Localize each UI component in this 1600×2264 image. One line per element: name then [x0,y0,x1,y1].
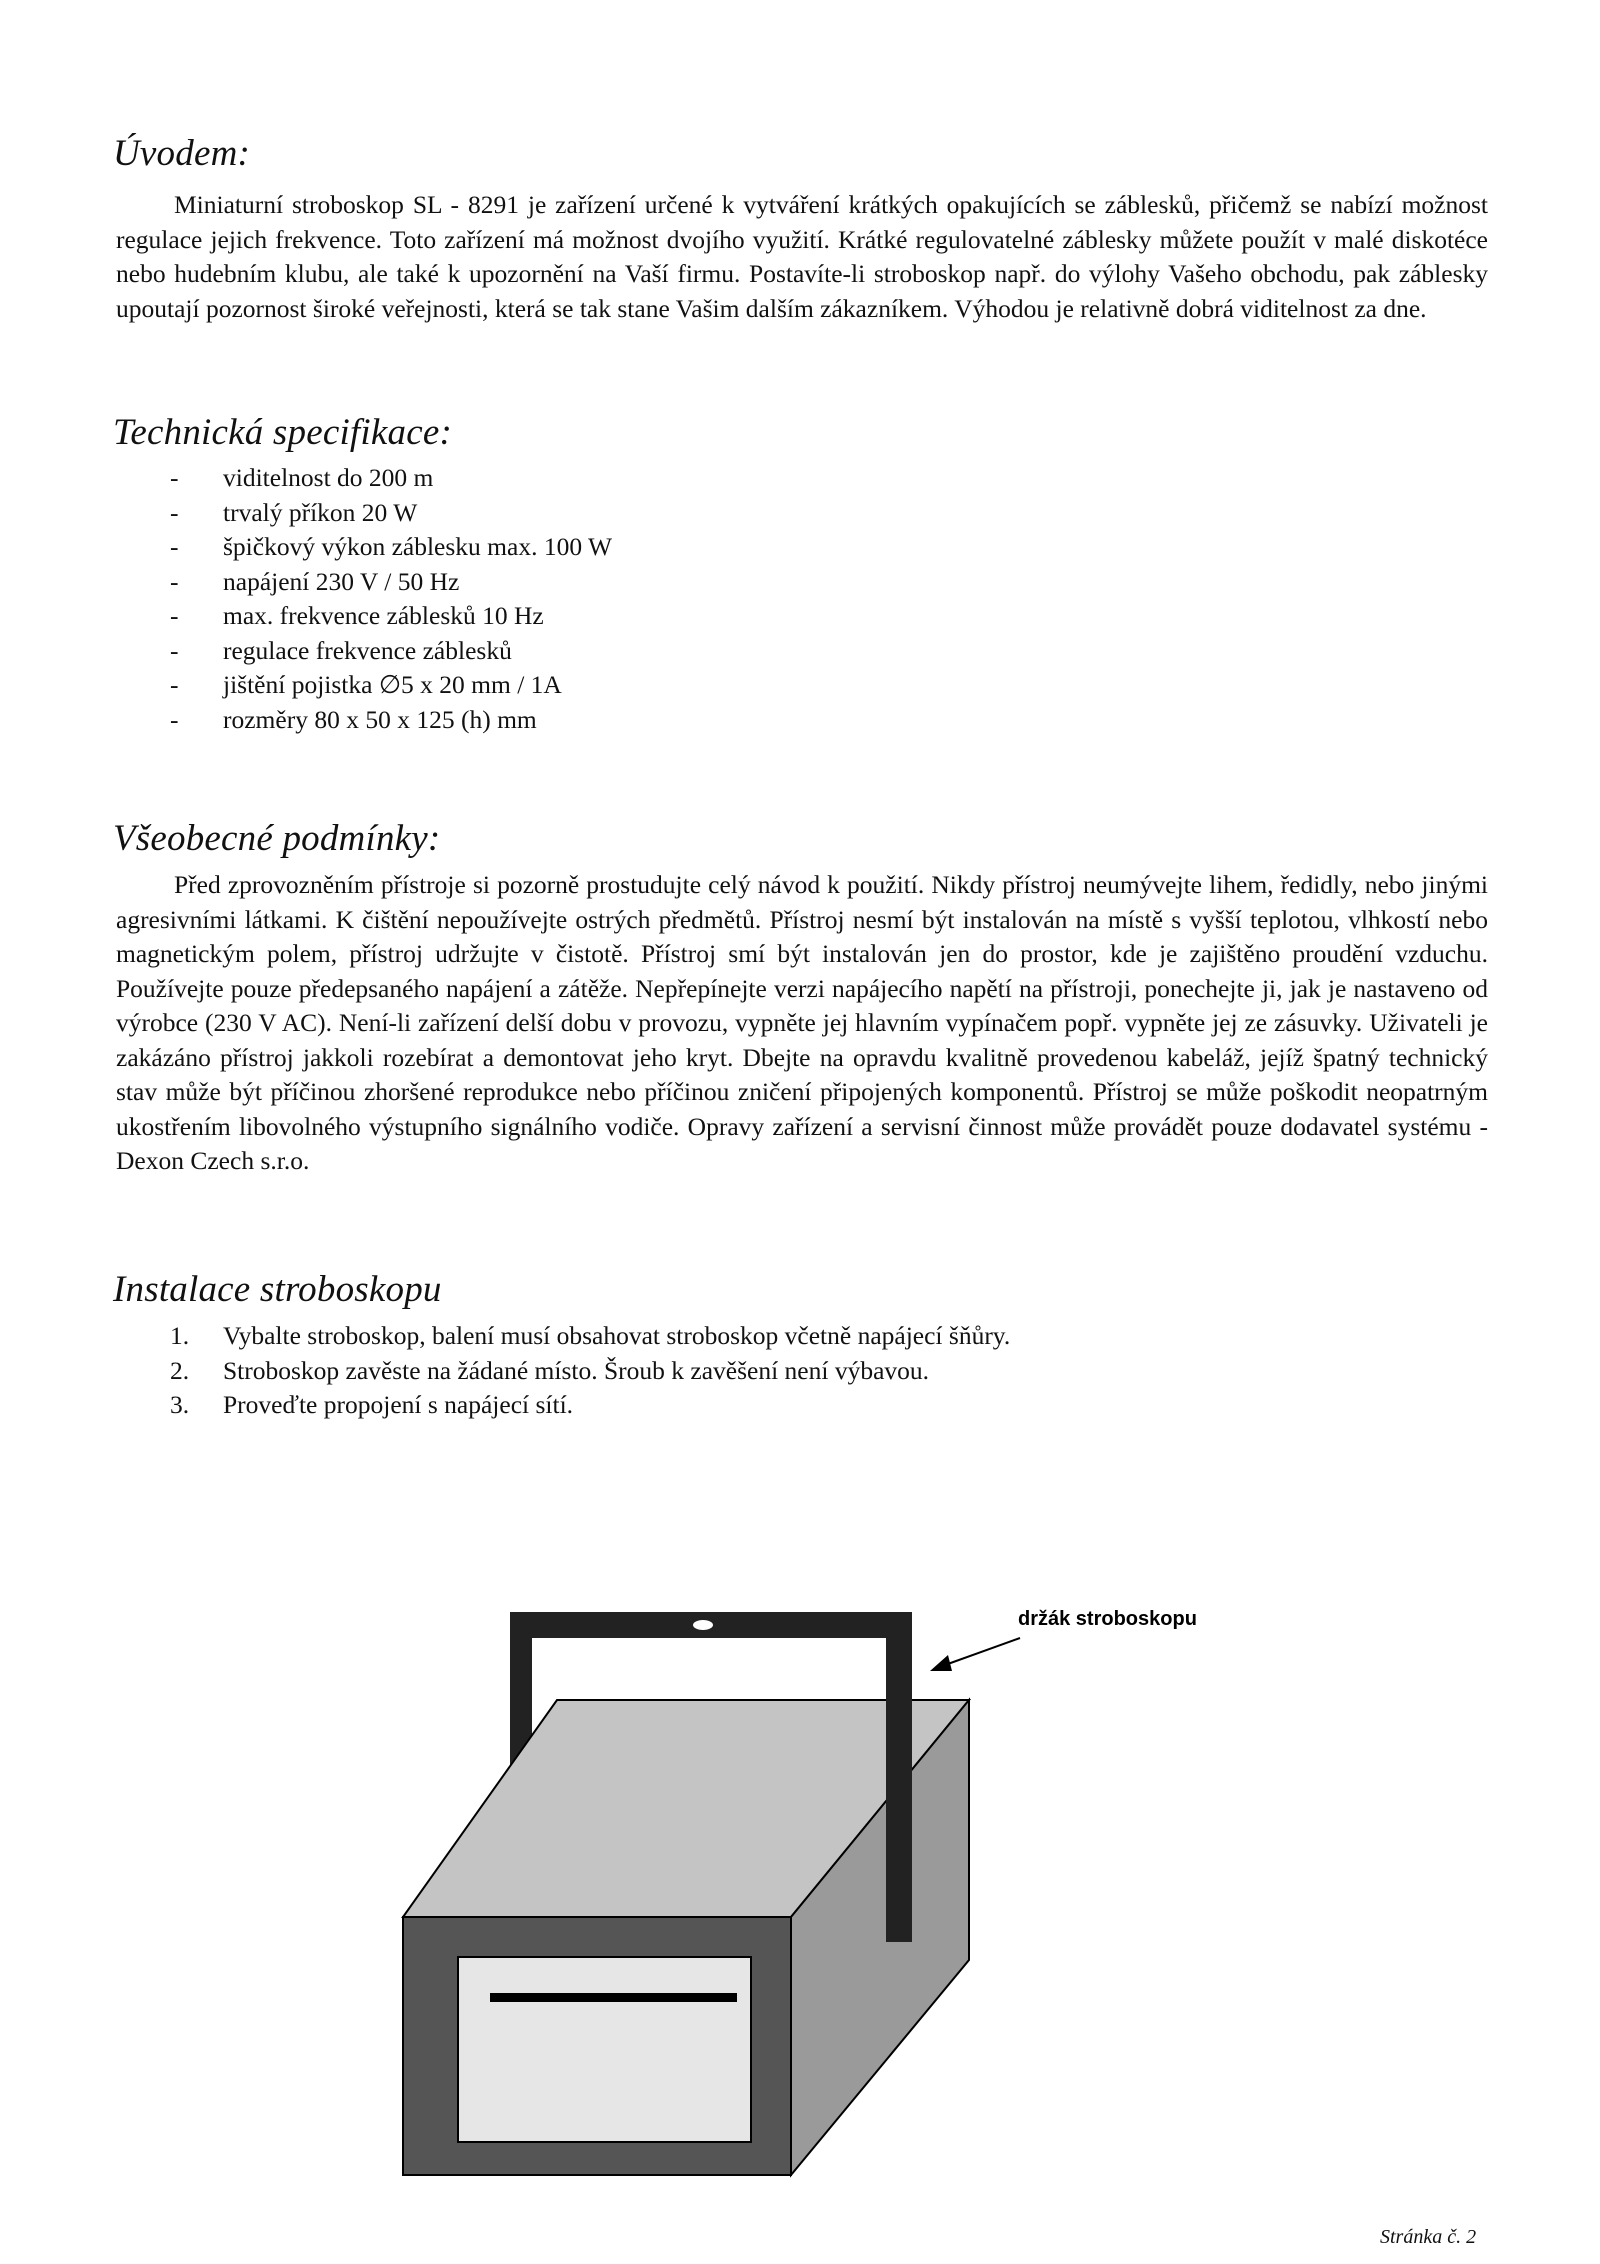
heading-technicka-specifikace: Technická specifikace: [113,412,452,453]
bullet-dash: - [170,635,179,665]
callout-arrowhead [930,1655,952,1671]
step-number: 2. [170,1355,190,1385]
spec-text: napájení 230 V / 50 Hz [223,566,460,596]
bracket-arm-right [886,1612,912,1942]
step-number: 1. [170,1321,190,1350]
heading-instalace: Instalace stroboskopu [113,1269,442,1310]
spec-text: regulace frekvence záblesků [223,635,512,665]
spec-text: špičkový výkon záblesku max. 100 W [223,532,613,561]
callout-line [945,1638,1020,1665]
bullet-dash: - [170,601,179,630]
bullet-dash: - [170,566,179,596]
box-front-panel [458,1957,751,2142]
spec-text: max. frekvence záblesků 10 Hz [223,601,544,630]
flash-tube-slot [490,1993,737,2002]
bullet-dash: - [170,704,179,734]
mounting-hole [693,1620,713,1630]
heading-vseobecne-podminky: Všeobecné podmínky: [113,818,441,859]
bullet-dash: - [170,463,179,492]
step-text: Stroboskop zavěste na žádané místo. Šroub k zavěšení není výbavou. [223,1355,930,1385]
step-text: Vybalte stroboskop, balení musí obsahovat stroboskop včetně napájecí šňůry. [223,1321,1011,1350]
bullet-dash: - [170,532,179,561]
step-text: Proveďte propojení s napájecí sítí. [223,1390,574,1419]
spec-text: trvalý příkon 20 W [223,497,418,527]
heading-uvodem: Úvodem: [113,133,251,174]
step-number: 3. [170,1390,190,1419]
bullet-dash: - [170,670,179,699]
callout-label: držák stroboskopu [1018,1608,1197,1630]
paragraph-uvodem: Miniaturní stroboskop SL - 8291 je zařízení určené k vytváření krátkých opakujících se záblesků, přičemž se nabízí možnost regulace jejich frekvence. Toto zařízení má možnost dvojího využití. Krátké regulovatelné záblesky můžete použít v malé diskotéce nebo hudebním klubu, ale také k upozornění na Vaší firmu. Postavíte-li stroboskop např. do výlohy Vašeho obchodu, pak záblesky upoutají pozornost široké veřejnosti, která se tak stane Vašim dalším zákazníkem. Výhodou je relativně dobrá viditelnost za dne. [116,190,1488,323]
bullet-dash: - [170,497,179,527]
spec-text: viditelnost do 200 m [223,463,434,492]
spec-text: jištění pojistka ∅5 x 20 mm / 1A [223,670,562,699]
paragraph-podminky: Před zprovozněním přístroje si pozorně prostudujte celý návod k použití. Nikdy přístroj neumývejte lihem, ředidly, nebo jinými agresivními látkami. K čištění nepoužívejte ostrých předmětů. Přístroj nesmí být instalován na místě s vyšší teplotou, vlhkostí nebo magnetickým polem, přístroj udržujte v čistotě. Přístroj smí být instalován jen do prostor, kde je zajištěno proudění vzduchu. Používejte pouze předepsaného napájení a zátěže. Nepřepínejte verzi napájecího napětí na přístroji, ponechejte ji, jak je nastaveno od výrobce (230 V AC). Není-li zařízení delší dobu v provozu, vypněte jej hlavním vypínačem popř. vypněte jej ze zásuvky. Uživateli je zakázáno přístroj jakkoli rozebírat a demontovat jeho kryt. Dbejte na opravdu kvalitně provedenou kabeláž, jejíž špatný technický stav může být příčinou zhoršené reprodukce nebo příčinou zničení připojených komponentů. Přístroj se může poškodit neopatrným ukostřením libovolného výstupního signálního vodiče. Opravy zařízení a servisní činnost může provádět pouze dodavatel systému - Dexon Czech s.r.o. [116,870,1488,1175]
spec-text: rozměry 80 x 50 x 125 (h) mm [223,704,537,734]
page-number: Stránka č. 2 [1380,2226,1477,2248]
